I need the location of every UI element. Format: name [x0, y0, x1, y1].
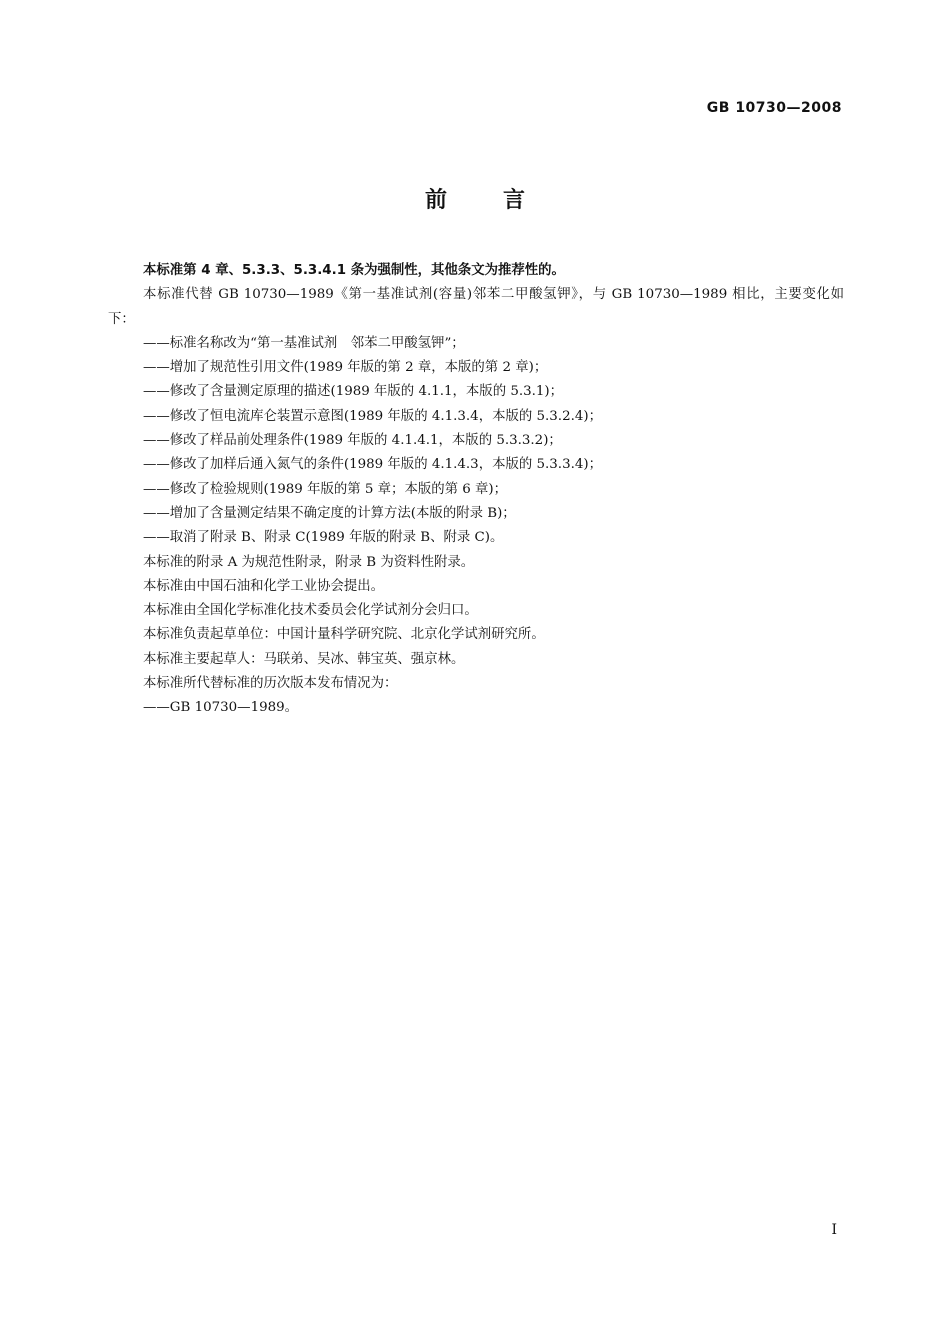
- change-item: ——修改了检验规则(1989 年版的第 5 章；本版的第 6 章)；: [143, 481, 508, 497]
- change-item: ——标准名称改为“第一基准试剂 邻苯二甲酸氢钾”；: [143, 335, 465, 351]
- change-item: ——修改了样品前处理条件(1989 年版的 4.1.4.1，本版的 5.3.3.2)；: [143, 433, 562, 449]
- appendix-paragraph: 本标准的附录 A 为规范性附录，附录 B 为资料性附录。: [143, 554, 475, 570]
- change-item: ——取消了附录 B、附录 C(1989 年版的附录 B、附录 C)。: [143, 530, 504, 546]
- proposer-paragraph: 本标准由中国石油和化学工业协会提出。: [143, 578, 385, 594]
- change-item: ——增加了含量测定结果不确定度的计算方法(本版的附录 B)；: [143, 505, 516, 521]
- drafters-paragraph: 本标准主要起草人：马联弟、吴冰、韩宝英、强京林。: [143, 651, 465, 667]
- change-item: ——修改了加样后通入氮气的条件(1989 年版的 4.1.4.3，本版的 5.3.3.4)；: [143, 457, 602, 473]
- change-item: ——修改了恒电流库仑装置示意图(1989 年版的 4.1.3.4，本版的 5.3.2.4)；: [143, 408, 602, 424]
- change-item: ——修改了含量测定原理的描述(1989 年版的 4.1.1，本版的 5.3.1)；: [143, 384, 564, 400]
- history-item: ——GB 10730—1989。: [143, 700, 299, 716]
- mandatory-statement: 本标准第 4 章、5.3.3、5.3.4.1 条为强制性，其他条文为推荐性的。: [143, 263, 565, 278]
- standard-code: GB 10730—2008: [706, 100, 842, 116]
- change-item: ——增加了规范性引用文件(1989 年版的第 2 章，本版的第 2 章)；: [143, 360, 548, 376]
- page-title: 前言: [424, 188, 581, 213]
- page-number: I: [831, 1222, 837, 1238]
- foreword-body: [108, 259, 844, 721]
- history-intro-paragraph: 本标准所代替标准的历次版本发布情况为：: [143, 676, 398, 692]
- replacement-paragraph: 本标准代替 GB 10730—1989《第一基准试剂(容量)邻苯二甲酸氢钾》，与 GB 10730—1989 相比，主要变化如下：: [108, 287, 844, 327]
- drafting-unit-paragraph: 本标准负责起草单位：中国计量科学研究院、北京化学试剂研究所。: [143, 627, 545, 643]
- centralized-paragraph: 本标准由全国化学标准化技术委员会化学试剂分会归口。: [143, 603, 478, 619]
